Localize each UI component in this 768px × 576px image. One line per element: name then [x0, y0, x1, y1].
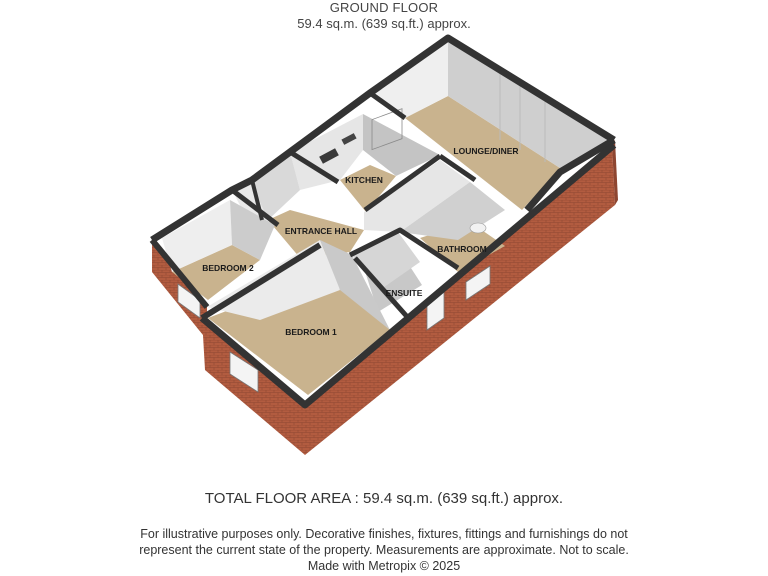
- label-kitchen: KITCHEN: [345, 175, 383, 185]
- floor-area-subtitle: 59.4 sq.m. (639 sq.ft.) approx.: [297, 16, 471, 31]
- floor-title: GROUND FLOOR: [329, 0, 439, 15]
- label-entrance-hall: ENTRANCE HALL: [284, 226, 358, 236]
- label-ensuite: ENSUITE: [385, 288, 423, 298]
- disclaimer-line-2: represent the current state of the property. Measurements are approximate. Not to scale.: [139, 543, 629, 557]
- toilet: [470, 223, 486, 233]
- disclaimer-line-1: For illustrative purposes only. Decorative finishes, fixtures, fittings and furnishings do not: [140, 527, 628, 541]
- label-bathroom: BATHROOM: [437, 244, 487, 254]
- total-floor-area: TOTAL FLOOR AREA : 59.4 sq.m. (639 sq.ft.) approx.: [204, 490, 564, 507]
- label-bedroom-2: BEDROOM 2: [202, 263, 254, 273]
- credit-line: Made with Metropix © 2025: [307, 559, 461, 573]
- label-lounge-diner: LOUNGE/DINER: [453, 146, 519, 156]
- label-bedroom-1: BEDROOM 1: [285, 327, 337, 337]
